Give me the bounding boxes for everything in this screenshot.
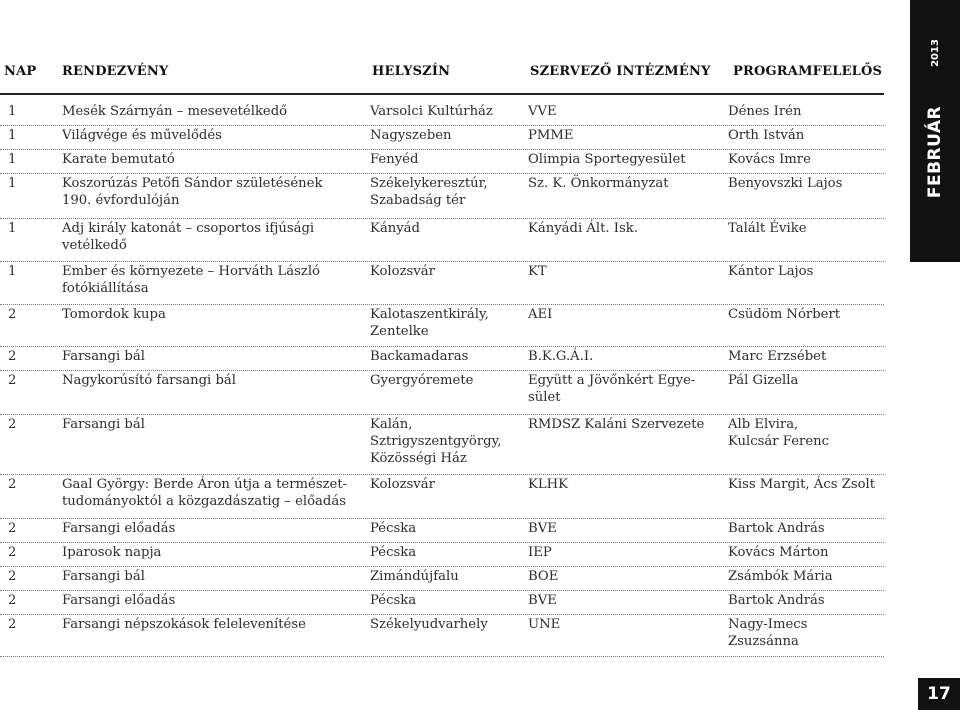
venue-cell: Gyergyóremete	[370, 373, 474, 388]
day-cell: 2	[8, 373, 17, 388]
organizer-cell: BVE	[528, 521, 557, 536]
venue-cell: Fenyéd	[370, 152, 419, 167]
organizer-cell: BVE	[528, 593, 557, 608]
table-row	[0, 474, 884, 519]
table-row	[0, 149, 884, 174]
venue-cell: Varsolci Kultúrház	[370, 104, 493, 119]
venue-cell: Zimándújfalu	[370, 569, 459, 584]
organizer-cell: AEI	[528, 307, 553, 322]
header-venue: HELYSZÍN	[372, 64, 451, 79]
responsible-cell: Pál Gizella	[728, 373, 799, 388]
day-cell: 2	[8, 307, 17, 322]
event-cell: Farsangi bál	[62, 569, 145, 584]
organizer-cell: Sz. K. Önkormányzat	[528, 176, 669, 191]
event-cell: Farsangi bál	[62, 349, 145, 364]
table-row	[0, 518, 884, 543]
organizer-cell: Kányádi Ált. Isk.	[528, 221, 638, 236]
day-cell: 2	[8, 545, 17, 560]
day-cell: 2	[8, 569, 17, 584]
header-organizer: SZERVEZŐ INTÉZMÉNY	[530, 64, 711, 79]
table-row	[0, 304, 884, 347]
event-cell: Világvége és művelődés	[62, 128, 222, 143]
event-cell: Iparosok napja	[62, 545, 162, 560]
venue-cell: Kalotaszentkirály, Zentelke	[370, 307, 489, 339]
event-cell: Tomordok kupa	[62, 307, 166, 322]
table-row	[0, 101, 884, 126]
header-rule	[0, 93, 884, 95]
responsible-cell: Orth István	[728, 128, 805, 143]
responsible-cell: Kovács Imre	[728, 152, 811, 167]
day-cell: 1	[8, 152, 17, 167]
table-row	[0, 590, 884, 615]
organizer-cell: UNE	[528, 617, 561, 632]
event-cell: Mesék Szárnyán – mesevetélkedő	[62, 104, 288, 119]
responsible-cell: Nagy-Imecs Zsuzsánna	[728, 617, 808, 649]
responsible-cell: Csüdöm Nórbert	[728, 307, 841, 322]
day-cell: 1	[8, 104, 17, 119]
venue-cell: Nagyszeben	[370, 128, 452, 143]
table-row	[0, 414, 884, 475]
event-cell: Koszorúzás Petőfi Sándor születésének 190. évfordulóján	[62, 176, 323, 208]
month-label: FEBRUÁR	[925, 105, 945, 199]
organizer-cell: B.K.G.Á.I.	[528, 349, 594, 364]
venue-cell: Kolozsvár	[370, 477, 435, 492]
organizer-cell: BOE	[528, 569, 559, 584]
event-cell: Ember és környezete – Horváth László fotókiállítása	[62, 264, 320, 296]
table-row	[0, 261, 884, 305]
event-cell: Gaal György: Berde Áron útja a természet- tudományoktól a közgazdászatig – előadás	[62, 477, 348, 509]
event-cell: Nagykorúsító farsangi bál	[62, 373, 236, 388]
organizer-cell: KLHK	[528, 477, 568, 492]
day-cell: 2	[8, 477, 17, 492]
day-cell: 2	[8, 617, 17, 632]
table-row	[0, 370, 884, 415]
responsible-cell: Kántor Lajos	[728, 264, 814, 279]
venue-cell: Székelyudvarhely	[370, 617, 488, 632]
table-row	[0, 346, 884, 371]
day-cell: 2	[8, 417, 17, 432]
table-row	[0, 566, 884, 591]
venue-cell: Backamadaras	[370, 349, 469, 364]
event-cell: Farsangi népszokások felelevenítése	[62, 617, 306, 632]
day-cell: 2	[8, 593, 17, 608]
organizer-cell: VVE	[528, 104, 557, 119]
responsible-cell: Marc Erzsébet	[728, 349, 827, 364]
year-label: 2013	[929, 39, 941, 67]
event-cell: Farsangi előadás	[62, 521, 176, 536]
responsible-cell: Kiss Margit, Ács Zsolt	[728, 477, 876, 492]
event-cell: Adj király katonát – csoportos ifjúsági vetélkedő	[62, 221, 315, 253]
table-header	[0, 64, 888, 88]
responsible-cell: Bartok András	[728, 593, 825, 608]
venue-cell: Pécska	[370, 521, 417, 536]
venue-cell: Kányád	[370, 221, 420, 236]
venue-cell: Székelykeresztúr, Szabadság tér	[370, 176, 488, 208]
month-tab	[910, 0, 960, 262]
responsible-cell: Alb Elvira, Kulcsár Ferenc	[728, 417, 830, 449]
venue-cell: Pécska	[370, 593, 417, 608]
table-row	[0, 173, 884, 219]
organizer-cell: RMDSZ Kaláni Szervezete	[528, 417, 705, 432]
venue-cell: Kolozsvár	[370, 264, 435, 279]
responsible-cell: Kovács Márton	[728, 545, 829, 560]
table-row	[0, 125, 884, 150]
header-responsible: PROGRAMFELELŐS	[733, 64, 883, 79]
venue-cell: Kalán, Sztrigyszentgyörgy, Közösségi Ház	[370, 417, 502, 466]
organizer-cell: Együtt a Jövőnkért Egye- sület	[528, 373, 696, 405]
organizer-cell: PMME	[528, 128, 574, 143]
day-cell: 1	[8, 221, 17, 236]
responsible-cell: Benyovszki Lajos	[728, 176, 843, 191]
organizer-cell: KT	[528, 264, 547, 279]
responsible-cell: Dénes Irén	[728, 104, 802, 119]
header-day: NAP	[4, 64, 37, 79]
venue-cell: Pécska	[370, 545, 417, 560]
day-cell: 2	[8, 349, 17, 364]
event-cell: Karate bemutató	[62, 152, 175, 167]
responsible-cell: Zsámbók Mária	[728, 569, 833, 584]
table-row	[0, 614, 884, 657]
table-row	[0, 218, 884, 262]
event-cell: Farsangi bál	[62, 417, 145, 432]
page-number: 17	[918, 678, 960, 710]
day-cell: 1	[8, 264, 17, 279]
day-cell: 1	[8, 176, 17, 191]
day-cell: 2	[8, 521, 17, 536]
responsible-cell: Bartok András	[728, 521, 825, 536]
day-cell: 1	[8, 128, 17, 143]
responsible-cell: Talált Évike	[728, 221, 807, 236]
organizer-cell: Olimpia Sportegyesület	[528, 152, 686, 167]
event-cell: Farsangi előadás	[62, 593, 176, 608]
header-event: RENDEZVÉNY	[62, 64, 169, 79]
organizer-cell: IEP	[528, 545, 552, 560]
table-row	[0, 542, 884, 567]
